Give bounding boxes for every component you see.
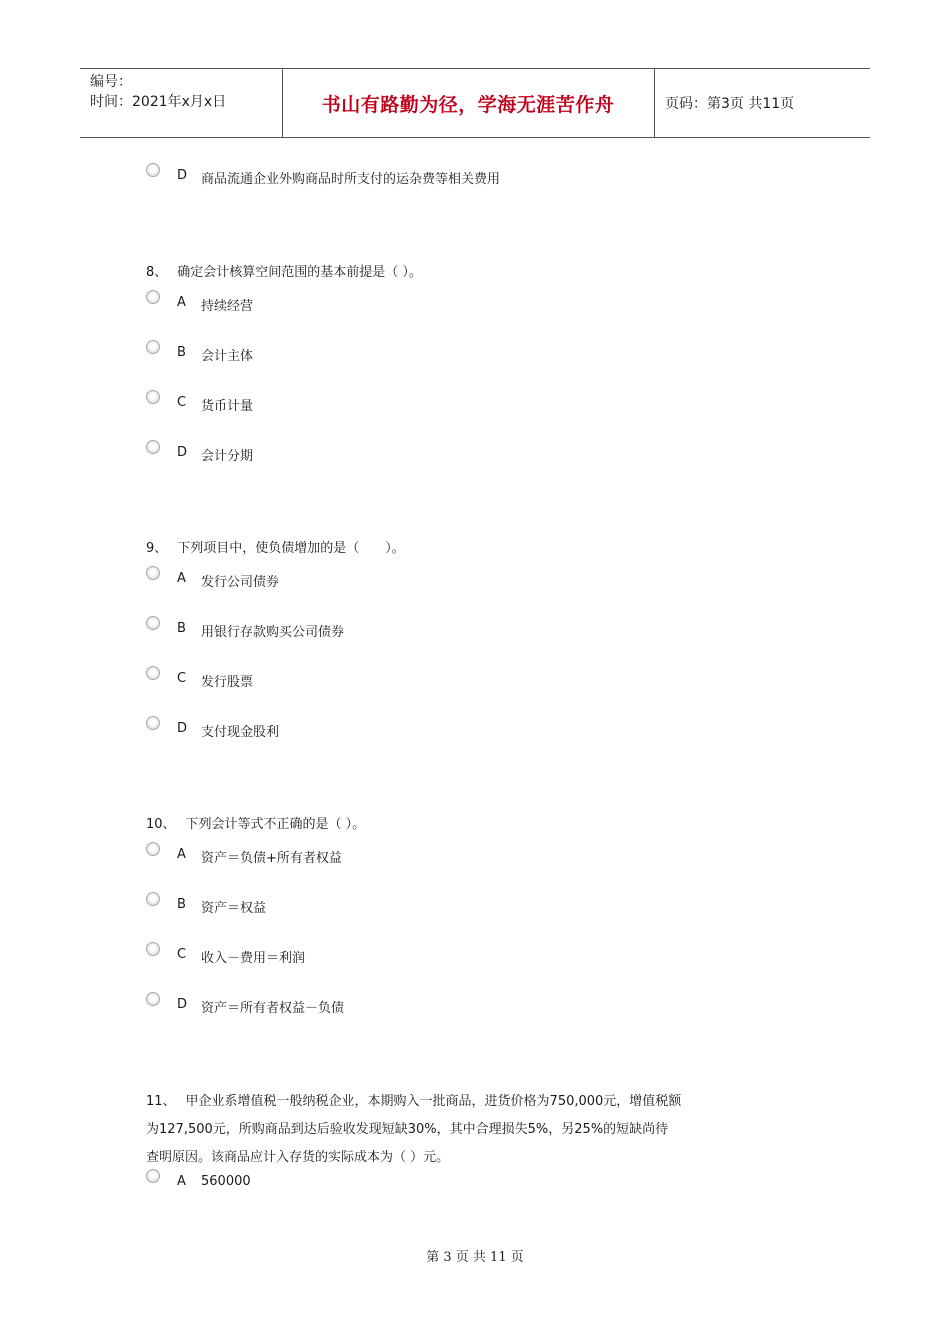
radio-button[interactable] bbox=[146, 992, 160, 1006]
header-motto-cell bbox=[282, 69, 655, 137]
question-8 bbox=[146, 259, 422, 287]
option-text: 会计分期 bbox=[201, 449, 254, 464]
radio-button[interactable] bbox=[146, 566, 160, 580]
option-text: 560000 bbox=[201, 1174, 251, 1189]
question-stem: 下列项目中，使负债增加的是（ ）。 bbox=[177, 541, 405, 556]
question-number: 11、 bbox=[146, 1094, 176, 1109]
option-letter: A bbox=[177, 295, 186, 310]
question-9 bbox=[146, 535, 405, 563]
option-text: 资产＝负债+所有者权益 bbox=[201, 851, 342, 866]
option-letter: C bbox=[177, 947, 187, 962]
question-stem: 下列会计等式不正确的是（ ）。 bbox=[185, 817, 366, 832]
header-meta bbox=[80, 69, 283, 137]
question-stem-line: 为127,500元，所购商品到达后验收发现短缺30%，其中合理损失5%，另25%的短缺尚待 bbox=[146, 1122, 669, 1137]
radio-button[interactable] bbox=[146, 1169, 160, 1183]
radio-button[interactable] bbox=[146, 842, 160, 856]
radio-button[interactable] bbox=[146, 390, 160, 404]
option-text: 商品流通企业外购商品时所支付的运杂费等相关费用 bbox=[201, 172, 501, 187]
option-letter: C bbox=[177, 395, 187, 410]
header-page-code-cell bbox=[655, 69, 870, 137]
question-stem-block bbox=[146, 1088, 746, 1172]
option-letter: A bbox=[177, 1174, 186, 1189]
option-letter: B bbox=[177, 621, 186, 636]
radio-button[interactable] bbox=[146, 892, 160, 906]
question-11 bbox=[146, 1088, 746, 1172]
option-letter: A bbox=[177, 571, 186, 586]
question-stem: 确定会计核算空间范围的基本前提是（ ）。 bbox=[177, 265, 422, 280]
option-text: 会计主体 bbox=[201, 349, 254, 364]
option-letter: B bbox=[177, 345, 186, 360]
question-number: 9、 bbox=[146, 541, 168, 556]
option-text: 发行股票 bbox=[201, 675, 254, 690]
page-footer: 第 3 页 共 11 页 bbox=[426, 1250, 524, 1265]
option-letter: A bbox=[177, 847, 186, 862]
question-number: 10、 bbox=[146, 817, 176, 832]
page-code: 页码：第3页 共11页 bbox=[665, 96, 795, 112]
question-stem: 甲企业系增值税一般纳税企业，本期购入一批商品，进货价格为750,000元，增值税额 bbox=[185, 1094, 682, 1109]
option-text: 发行公司债券 bbox=[201, 575, 280, 590]
option-text: 持续经营 bbox=[201, 299, 254, 314]
option-letter: D bbox=[177, 721, 188, 736]
option-text: 用银行存款购买公司债券 bbox=[201, 625, 345, 640]
option-letter: C bbox=[177, 671, 187, 686]
radio-button[interactable] bbox=[146, 290, 160, 304]
question-stem-line: 查明原因。该商品应计入存货的实际成本为（ ）元。 bbox=[146, 1150, 450, 1165]
radio-button[interactable] bbox=[146, 440, 160, 454]
document-date-label: 时间：2021年x月x日 bbox=[90, 94, 227, 110]
option-letter: D bbox=[177, 445, 188, 460]
option-text: 支付现金股利 bbox=[201, 725, 280, 740]
question-stem-line bbox=[146, 1088, 746, 1116]
option-letter: D bbox=[177, 997, 188, 1012]
radio-button[interactable] bbox=[146, 163, 160, 177]
option-text: 货币计量 bbox=[201, 399, 254, 414]
page-header bbox=[80, 68, 870, 138]
question-10 bbox=[146, 811, 365, 839]
motto-text: 书山有路勤为径，学海无涯苦作舟 bbox=[321, 93, 615, 116]
radio-button[interactable] bbox=[146, 666, 160, 680]
option-letter: D bbox=[177, 168, 188, 183]
document-number-label: 编号： bbox=[90, 74, 132, 90]
option-letter: B bbox=[177, 897, 186, 912]
radio-button[interactable] bbox=[146, 942, 160, 956]
radio-button[interactable] bbox=[146, 716, 160, 730]
option-text: 资产＝权益 bbox=[201, 901, 267, 916]
radio-button[interactable] bbox=[146, 340, 160, 354]
radio-button[interactable] bbox=[146, 616, 160, 630]
option-text: 收入－费用＝利润 bbox=[201, 951, 306, 966]
option-text: 资产＝所有者权益－负债 bbox=[201, 1001, 345, 1016]
question-number: 8、 bbox=[146, 265, 168, 280]
